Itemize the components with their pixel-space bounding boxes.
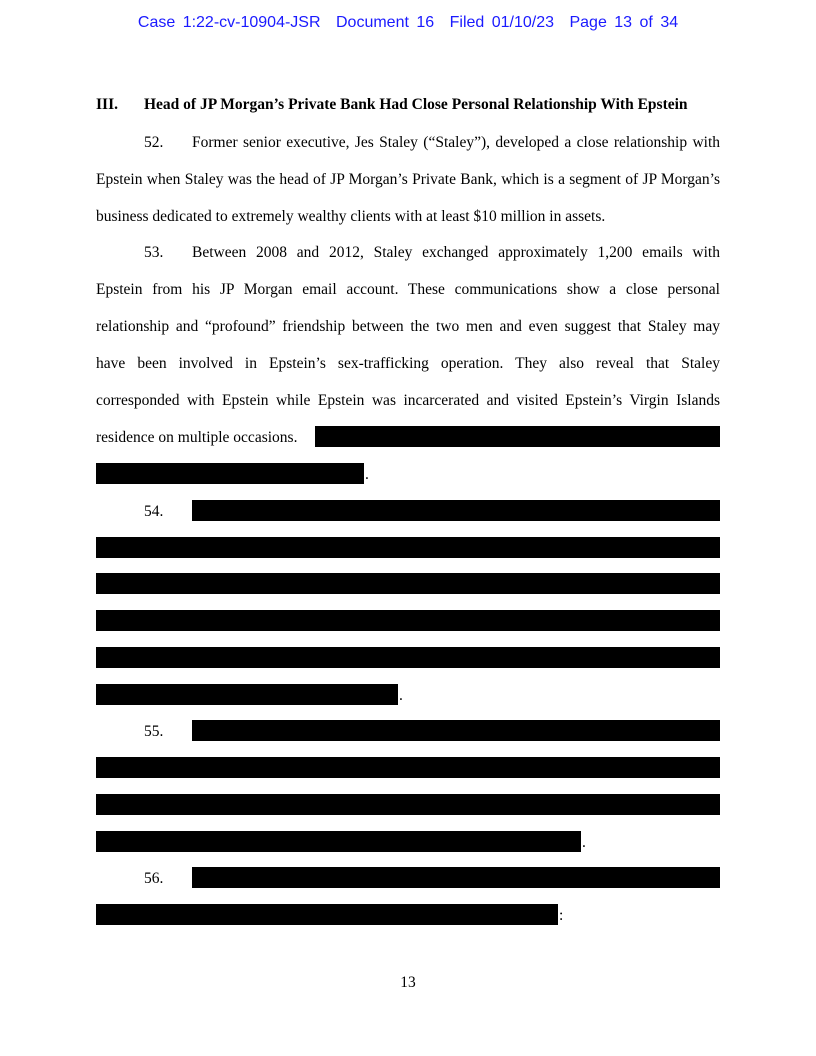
redaction-bar [96, 610, 720, 631]
case-number: Case 1:22-cv-10904-JSR [137, 14, 321, 31]
redaction-bar [192, 500, 720, 521]
redaction-bar [96, 463, 364, 484]
redaction-bar [96, 757, 720, 778]
section-number: III. [96, 96, 118, 113]
paragraph-53-line: Between 2008 and 2012, Staley exchanged approximately 1,200 emails with [192, 244, 720, 261]
section-heading [96, 96, 688, 114]
redaction-bar [96, 831, 581, 852]
document-number: Document 16 [335, 14, 435, 31]
paragraph-54-number: 54. [144, 503, 164, 520]
redaction-bar [96, 573, 720, 594]
paragraph-53-line: residence on multiple occasions. [96, 429, 298, 446]
paragraph-53-line: Epstein from his JP Morgan email account. These communications show a close personal [96, 281, 720, 298]
redaction-bar [96, 904, 558, 925]
paragraph-56-number: 56. [144, 870, 164, 887]
paragraph-52-line: Epstein when Staley was the head of JP Morgan’s Private Bank, which is a segment of JP Morgan’s [96, 171, 720, 188]
paragraph-54-end: . [399, 687, 403, 704]
paragraph-53-end: . [365, 466, 369, 483]
paragraph-55-end: . [582, 834, 586, 851]
redaction-bar [96, 647, 720, 668]
paragraph-53-line: have been involved in Epstein’s sex-trafficking operation. They also reveal that Staley [96, 355, 720, 372]
page-indicator: Page 13 of 34 [569, 14, 679, 31]
page-number: 13 [400, 974, 416, 991]
redaction-bar [96, 537, 720, 558]
redaction-bar [192, 867, 720, 888]
paragraph-53-line: relationship and “profound” friendship between the two men and even suggest that Staley may [96, 318, 720, 335]
section-title: Head of JP Morgan’s Private Bank Had Close Personal Relationship With Epstein [144, 96, 688, 113]
paragraph-55-number: 55. [144, 723, 164, 740]
redaction-bar [315, 426, 720, 447]
paragraph-53-number: 53. [144, 244, 164, 261]
filed-date: Filed 01/10/23 [449, 14, 555, 31]
paragraph-52-line: business dedicated to extremely wealthy clients with at least $10 million in assets. [96, 208, 606, 225]
redaction-bar [96, 684, 398, 705]
paragraph-53-line: corresponded with Epstein while Epstein was incarcerated and visited Epstein’s Virgin Islands [96, 392, 720, 409]
redaction-bar [96, 794, 720, 815]
case-header [0, 14, 816, 32]
paragraph-56-end: : [559, 907, 564, 924]
redaction-bar [192, 720, 720, 741]
paragraph-52-number: 52. [144, 134, 164, 151]
paragraph-52-line: Former senior executive, Jes Staley (“Staley”), developed a close relationship with [192, 134, 720, 151]
